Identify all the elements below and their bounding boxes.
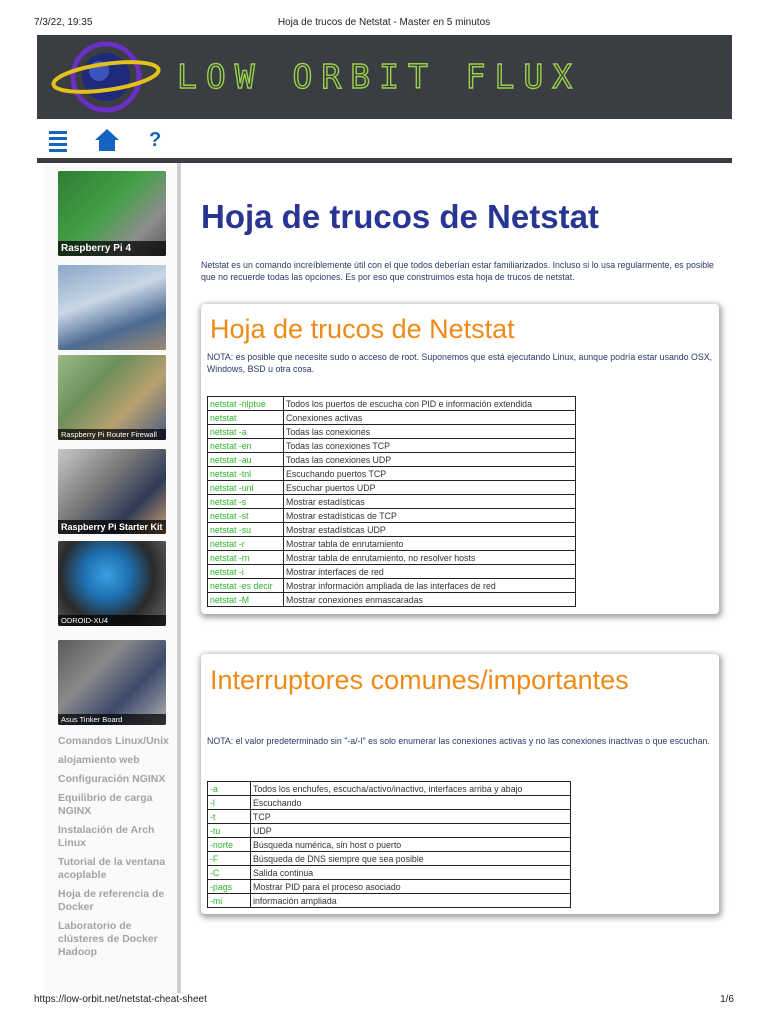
description-cell: Búsqueda numérica, sin host o puerto	[251, 838, 571, 852]
site-brand-name: LOW ORBIT FLUX	[177, 57, 582, 96]
description-cell: Todos los enchufes, escucha/activo/inactivo, interfaces arriba y abajo	[251, 782, 571, 796]
table-row	[208, 481, 576, 495]
description-cell: Mostrar estadísticas de TCP	[284, 509, 576, 523]
print-footer	[0, 994, 768, 1008]
cheatsheet-table	[207, 396, 576, 607]
command-cell: netstat -es decir	[208, 579, 284, 593]
table-row	[208, 579, 576, 593]
command-cell: netstat -tnl	[208, 467, 284, 481]
sidebar-link-nginx-load-balancing[interactable]: Equilibrio de carga NGINX	[58, 792, 153, 817]
tinker-board-image	[58, 640, 166, 725]
description-cell: Mostrar estadísticas	[284, 495, 576, 509]
table-row	[208, 782, 571, 796]
table-row	[208, 852, 571, 866]
orbit-logo-icon	[51, 39, 161, 115]
description-cell: Escuchando	[251, 796, 571, 810]
switch-cell: -F	[208, 852, 251, 866]
table-row	[208, 810, 571, 824]
thumbnail-caption: ODROID-XU4	[58, 615, 166, 626]
site-banner[interactable]	[37, 35, 732, 119]
sidebar-link-docker-hadoop-lab[interactable]: Laboratorio de clústeres de Docker Hadoop	[58, 920, 158, 958]
description-cell: Todas las conexiones	[284, 425, 576, 439]
table-row	[208, 537, 576, 551]
description-cell: Todas las conexiones UDP	[284, 453, 576, 467]
switches-heading: Interruptores comunes/importantes	[210, 665, 629, 695]
table-row	[208, 838, 571, 852]
switch-cell: -C	[208, 866, 251, 880]
cheatsheet-heading: Hoja de trucos de Netstat	[210, 314, 515, 344]
table-row	[208, 453, 576, 467]
table-row	[208, 880, 571, 894]
thumbnail-odroid-xu4[interactable]	[58, 541, 166, 626]
sidebar	[44, 163, 181, 993]
table-row	[208, 411, 576, 425]
command-cell: netstat -M	[208, 593, 284, 607]
description-cell: Conexiones activas	[284, 411, 576, 425]
command-cell: netstat -rn	[208, 551, 284, 565]
command-cell: netstat -i	[208, 565, 284, 579]
page-title: Hoja de trucos de Netstat	[201, 198, 599, 235]
thumbnail-robot-dog-kit[interactable]	[58, 265, 166, 350]
cheatsheet-note: NOTA: es posible que necesite sudo o acceso de root. Suponemos que está ejecutando Linux, aunque podría estar usando OSX, Windows, BSD u otra cosa.	[207, 352, 713, 374]
sidebar-links	[58, 735, 176, 965]
sidebar-link-nginx-config[interactable]: Configuración NGINX	[58, 773, 166, 785]
table-row	[208, 796, 571, 810]
sidebar-link-linux-commands[interactable]: Comandos Linux/Unix	[58, 735, 169, 747]
description-cell: UDP	[251, 824, 571, 838]
table-row	[208, 866, 571, 880]
print-date: 7/3/22, 19:35	[34, 17, 93, 28]
thumbnail-raspberry-pi-4[interactable]	[58, 171, 166, 256]
command-cell: netstat -st	[208, 509, 284, 523]
command-cell: netstat -en	[208, 439, 284, 453]
print-header	[0, 15, 768, 31]
thumbnail-asus-tinker-board[interactable]	[58, 640, 166, 725]
print-url: https://low-orbit.net/netstat-cheat-sheet	[34, 994, 207, 1005]
thumbnail-caption: Raspberry Pi Starter Kit	[58, 520, 166, 534]
cheatsheet-card	[201, 304, 719, 614]
description-cell: Todas las conexiones TCP	[284, 439, 576, 453]
table-row	[208, 397, 576, 411]
menu-icon[interactable]	[49, 128, 67, 152]
description-cell: información ampliada	[251, 894, 571, 908]
thumbnail-starter-kit[interactable]	[58, 449, 166, 534]
switch-cell: -a	[208, 782, 251, 796]
description-cell: Mostrar PID para el proceso asociado	[251, 880, 571, 894]
switch-cell: -pags	[208, 880, 251, 894]
switches-note: NOTA: el valor predeterminado sin "-a/-l" es solo enumerar las conexiones activas y no las conexiones inactivas o que escuchan.	[207, 736, 710, 746]
table-row	[208, 565, 576, 579]
description-cell: Todos los puertos de escucha con PID e información extendida	[284, 397, 576, 411]
command-cell: netstat -s	[208, 495, 284, 509]
thumbnail-caption: Raspberry Pi 4	[58, 241, 166, 256]
command-cell: netstat -r	[208, 537, 284, 551]
intro-paragraph: Netstat es un comando increíblemente útil con el que todos deberían estar familiarizados. Incluso si lo usa regularmente, es posible que no recuerde todas las opciones. Es por eso que construimos esta hoja de trucos de netstat.	[201, 260, 714, 282]
thumbnail-caption: Raspberry Pi Router Firewall	[58, 429, 166, 440]
table-row	[208, 439, 576, 453]
print-page-number: 1/6	[720, 994, 734, 1005]
switches-table	[207, 781, 571, 908]
table-row	[208, 509, 576, 523]
command-cell: netstat -su	[208, 523, 284, 537]
description-cell: Mostrar información ampliada de las interfaces de red	[284, 579, 576, 593]
switch-cell: -t	[208, 810, 251, 824]
home-icon[interactable]	[94, 128, 120, 152]
sidebar-link-arch-install[interactable]: Instalación de Arch Linux	[58, 824, 155, 849]
description-cell: Mostrar estadísticas UDP	[284, 523, 576, 537]
thumbnail-router-firewall[interactable]	[58, 355, 166, 440]
table-row	[208, 425, 576, 439]
help-icon[interactable]: ?	[149, 129, 162, 151]
table-row	[208, 495, 576, 509]
switches-card	[201, 654, 719, 914]
sidebar-link-docker-tutorial[interactable]: Tutorial de la ventana acoplable	[58, 856, 166, 881]
table-row	[208, 593, 576, 607]
sidebar-link-web-hosting[interactable]: alojamiento web	[58, 754, 140, 766]
description-cell: Escuchando puertos TCP	[284, 467, 576, 481]
description-cell: Búsqueda de DNS siempre que sea posible	[251, 852, 571, 866]
description-cell: Mostrar tabla de enrutamiento, no resolver hosts	[284, 551, 576, 565]
thumbnail-caption: Asus Tinker Board	[58, 714, 166, 725]
command-cell: netstat -nlptue	[208, 397, 284, 411]
table-row	[208, 551, 576, 565]
description-cell: Escuchar puertos UDP	[284, 481, 576, 495]
command-cell: netstat -a	[208, 425, 284, 439]
description-cell: TCP	[251, 810, 571, 824]
description-cell: Salida continua	[251, 866, 571, 880]
sidebar-link-docker-cheat-sheet[interactable]: Hoja de referencia de Docker	[58, 888, 165, 913]
robot-dog-kit-image	[58, 265, 166, 350]
top-nav	[37, 122, 732, 158]
switch-cell: -mi	[208, 894, 251, 908]
table-row	[208, 523, 576, 537]
odroid-board-image	[58, 541, 166, 626]
print-document-title: Hoja de trucos de Netstat - Master en 5 minutos	[277, 17, 491, 28]
table-row	[208, 467, 576, 481]
command-cell: netstat -unl	[208, 481, 284, 495]
router-firewall-image	[58, 355, 166, 440]
table-row	[208, 894, 571, 908]
table-row	[208, 824, 571, 838]
switch-cell: -tu	[208, 824, 251, 838]
switch-cell: -l	[208, 796, 251, 810]
command-cell: netstat	[208, 411, 284, 425]
description-cell: Mostrar conexiones enmascaradas	[284, 593, 576, 607]
switch-cell: -norte	[208, 838, 251, 852]
command-cell: netstat -au	[208, 453, 284, 467]
description-cell: Mostrar interfaces de red	[284, 565, 576, 579]
description-cell: Mostrar tabla de enrutamiento	[284, 537, 576, 551]
